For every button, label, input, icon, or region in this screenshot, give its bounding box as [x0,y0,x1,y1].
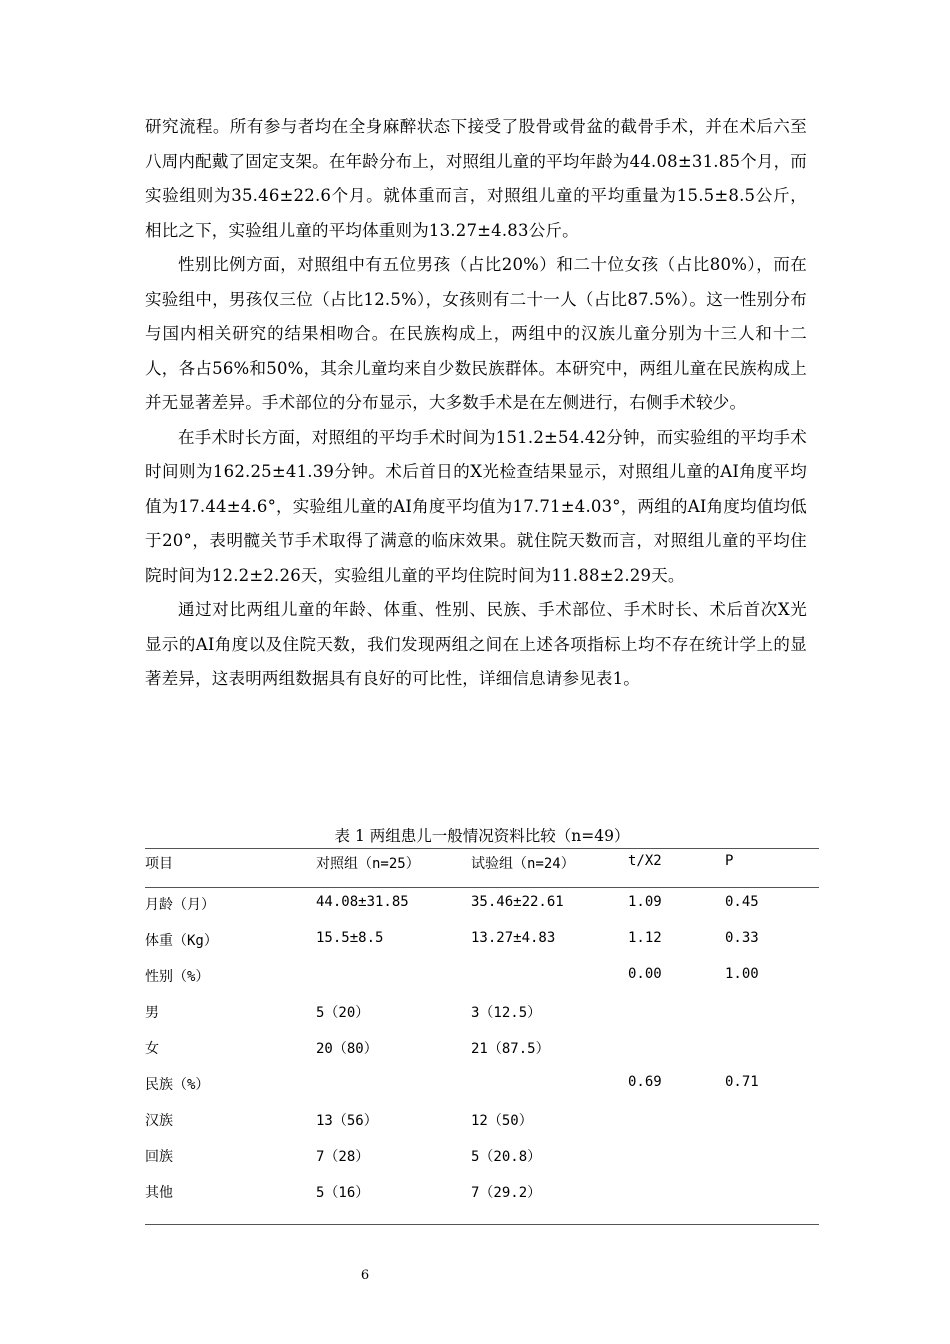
page-number: 6 [360,1268,370,1283]
table-cell: 女 [145,1041,159,1057]
header-cell: t/X2 [628,853,662,869]
header-cell: 试验组（n=24） [471,856,575,872]
table-cell: 13.27±4.83 [471,930,556,946]
table-row [145,924,819,960]
table-cell: 民族（%） [145,1077,210,1093]
table-row [145,1104,819,1140]
table-cell: 1.09 [628,894,662,910]
header-cell: 项目 [145,856,173,872]
paragraph: 通过对比两组儿童的年龄、体重、性别、民族、手术部位、手术时长、术后首次X光显示的AI角度以及住院天数，我们发现两组之间在上述各项指标上均不存在统计学上的显著差异，这表明两组数据具有良好的可比性，详细信息请参见表1。 [145,600,807,688]
table-row [145,996,819,1032]
table-cell: 7（29.2） [471,1185,542,1201]
table-cell: 12（50） [471,1113,533,1129]
table-row [145,1068,819,1104]
table-cell: 15.5±8.5 [316,930,384,946]
table-cell: 汉族 [145,1113,173,1129]
table-cell: 5（20.8） [471,1149,542,1165]
table-cell: 体重（Kg） [145,933,218,949]
table-cell: 5（16） [316,1185,370,1201]
table-cell: 0.00 [628,966,662,982]
table-header-row [145,849,819,888]
table-cell: 44.08±31.85 [316,894,409,910]
paragraph: 在手术时长方面，对照组的平均手术时间为151.2±54.42分钟，而实验组的平均手术时间则为162.25±41.39分钟。术后首日的X光检查结果显示，对照组儿童的AI角度平均值为17.44±4.6°，实验组儿童的AI角度平均值为17.71±4.03°，两组的AI角度均值均低于20°，表明髋关节手术取得了满意的临床效果。就住院天数而言，对照组儿童的平均住院时间为12.2±2.26天，实验组儿童的平均住院时间为11.88±2.29天。 [145,427,807,585]
table-row [145,1140,819,1176]
table-cell: 1.00 [725,966,759,982]
header-cell: P [725,853,734,869]
table-row [145,1176,819,1224]
table-cell: 1.12 [628,930,662,946]
table-caption: 表 1 两组患儿一般情况资料比较（n=49） [334,827,630,845]
table-cell: 5（20） [316,1005,370,1021]
table-cell: 0.33 [725,930,759,946]
table-cell: 35.46±22.61 [471,894,564,910]
table-cell: 0.69 [628,1074,662,1090]
table-row [145,888,819,924]
table-cell: 回族 [145,1149,173,1165]
table-cell: 7（28） [316,1149,370,1165]
table-cell: 性别（%） [145,969,210,985]
table-cell: 其他 [145,1185,173,1201]
table-cell: 男 [145,1005,159,1021]
paragraph: 性别比例方面，对照组中有五位男孩（占比20%）和二十位女孩（占比80%），而在实验组中，男孩仅三位（占比12.5%），女孩则有二十一人（占比87.5%）。这一性别分布与国内相关研究的结果相吻合。在民族构成上，两组中的汉族儿童分别为十三人和十二人，各占56%和50%，其余儿童均来自少数民族群体。本研究中，两组儿童在民族构成上并无显著差异。手术部位的分布显示，大多数手术是在左侧进行，右侧手术较少。 [145,255,807,412]
body-text [145,110,807,697]
table-cell: 0.45 [725,894,759,910]
table-cell: 21（87.5） [471,1041,550,1057]
header-cell: 对照组（n=25） [316,856,420,872]
table-cell: 20（80） [316,1041,378,1057]
comparison-table [145,848,819,1225]
table-cell: 3（12.5） [471,1005,542,1021]
table-cell: 0.71 [725,1074,759,1090]
table-row [145,1032,819,1068]
table-cell: 13（56） [316,1113,378,1129]
paragraph: 研究流程。所有参与者均在全身麻醉状态下接受了股骨或骨盆的截骨手术，并在术后六至八周内配戴了固定支架。在年龄分布上，对照组儿童的平均年龄为44.08±31.85个月，而实验组则为35.46±22.6个月。就体重而言，对照组儿童的平均重量为15.5±8.5公斤，相比之下，实验组儿童的平均体重则为13.27±4.83公斤。 [145,117,807,240]
table-cell: 月龄（月） [145,897,215,913]
table-row [145,960,819,996]
